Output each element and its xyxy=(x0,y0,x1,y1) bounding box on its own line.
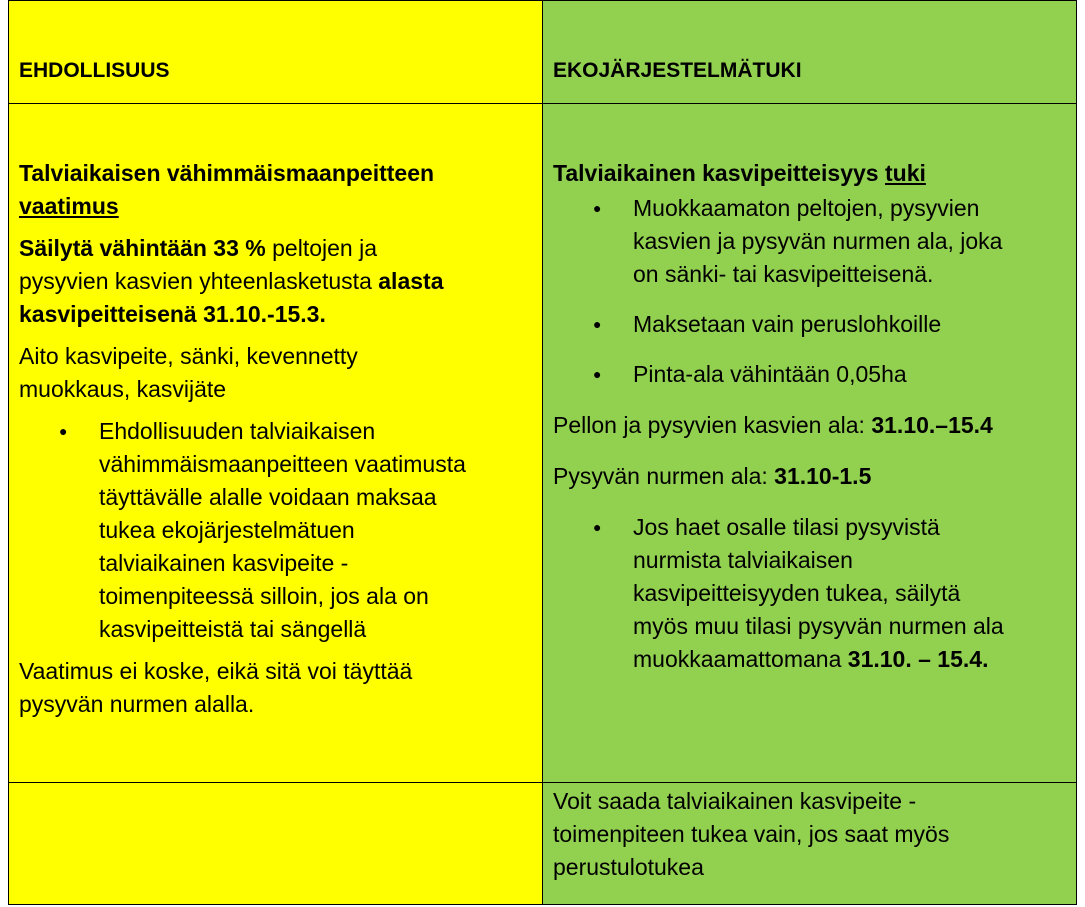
ehdollisuus-footer-cell xyxy=(8,782,543,905)
bullet-dot-icon: ● xyxy=(593,200,602,216)
bullet-dot-icon: ● xyxy=(593,519,602,535)
eko-footer-note xyxy=(553,785,1068,884)
bullet-line: tukea ekojärjestelmätuen xyxy=(99,517,355,543)
ehdollisuus-requirement xyxy=(19,232,534,331)
ehdollisuus-title-line2: vaatimus xyxy=(19,193,119,219)
requirement-text1: peltojen ja xyxy=(265,235,377,261)
eko-title-text: Talviaikainen kasvipeitteisyys xyxy=(553,160,885,186)
cover-types-line2: muokkaus, kasvijäte xyxy=(19,376,227,402)
ekojarjestelmatuki-content-cell xyxy=(542,103,1077,783)
eko-bullet-2 xyxy=(553,308,1068,341)
eko-bullet-1 xyxy=(553,192,1068,291)
pelto-label: Pellon ja pysyvien kasvien ala: xyxy=(553,412,872,438)
bullet-line: täyttävälle alalle voidaan maksaa xyxy=(99,484,437,510)
ehdollisuus-cover-types xyxy=(19,340,534,406)
bullet-line: Maksetaan vain peruslohkoille xyxy=(633,311,942,337)
ehdollisuus-note xyxy=(19,655,534,721)
ehdollisuus-content xyxy=(19,157,534,721)
bullet-line: muokkaamattomana xyxy=(633,646,848,672)
comparison-table xyxy=(8,0,1077,905)
requirement-bold-alasta: alasta xyxy=(378,268,444,294)
bullet-line: Ehdollisuuden talviaikaisen xyxy=(99,418,376,444)
bullet-dot-icon: ● xyxy=(593,366,602,382)
header-cell-ekojarjestelmatuki xyxy=(542,0,1077,104)
bullet-dot-icon: ● xyxy=(59,423,68,439)
cover-types-line1: Aito kasvipeite, sänki, kevennetty xyxy=(19,343,358,369)
pelto-dates: 31.10.–15.4 xyxy=(871,412,993,438)
bullet-line: kasvipeitteisyyden tukea, säilytä xyxy=(633,580,961,606)
header-ekojarjestelmatuki: EKOJÄRJESTELMÄTUKI xyxy=(553,59,802,82)
bullet-line: kasvipeitteistä tai sängellä xyxy=(99,616,367,642)
eko-bullet-4 xyxy=(553,511,1068,676)
bullet-line: on sänki- tai kasvipeitteisenä. xyxy=(633,261,934,287)
bullet-line: vähimmäismaanpeitteen vaatimusta xyxy=(99,451,466,477)
ekojarjestelmatuki-title xyxy=(553,157,1068,190)
footer-line: Voit saada talviaikainen kasvipeite - xyxy=(553,788,917,814)
ehdollisuus-content-cell xyxy=(8,103,543,783)
bullet-line: kasvien ja pysyvän nurmen ala, joka xyxy=(633,228,1003,254)
bullet-line: Jos haet osalle tilasi pysyvistä xyxy=(633,514,940,540)
ehdollisuus-title xyxy=(19,157,534,223)
bullet-line: toimenpiteessä silloin, jos ala on xyxy=(99,583,429,609)
bullet-line: Muokkaamaton peltojen, pysyvien xyxy=(633,195,980,221)
eko-pelto-period xyxy=(553,409,1068,442)
ehdollisuus-title-line1: Talviaikaisen vähimmäismaanpeitteen xyxy=(19,160,435,186)
note-line2: pysyvän nurmen alalla. xyxy=(19,691,255,717)
requirement-percent: Säilytä vähintään 33 % xyxy=(19,235,266,261)
bullet-line: talviaikainen kasvipeite - xyxy=(99,550,349,576)
requirement-text2: pysyvien kasvien yhteenlasketusta xyxy=(19,268,379,294)
footer-line: toimenpiteen tukea vain, jos saat myös xyxy=(553,821,950,847)
ekojarjestelmatuki-footer-cell xyxy=(542,782,1077,905)
header-cell-ehdollisuus xyxy=(8,0,543,104)
bullet-dot-icon: ● xyxy=(593,316,602,332)
nurmi-dates: 31.10-1.5 xyxy=(774,463,872,489)
bullet-line: Pinta-ala vähintään 0,05ha xyxy=(633,361,907,387)
ekojarjestelmatuki-content xyxy=(553,157,1068,676)
eko-title-tuki: tuki xyxy=(884,160,926,186)
bullet-line: nurmista talviaikaisen xyxy=(633,547,853,573)
note-line1: Vaatimus ei koske, eikä sitä voi täyttää xyxy=(19,658,413,684)
header-ehdollisuus: EHDOLLISUUS xyxy=(19,59,170,82)
bullet-dates: 31.10. – 15.4. xyxy=(847,646,989,672)
footer-line: perustulotukea xyxy=(553,854,704,880)
nurmi-label: Pysyvän nurmen ala: xyxy=(553,463,775,489)
eko-nurmi-period xyxy=(553,460,1068,493)
requirement-period: kasvipeitteisenä 31.10.-15.3. xyxy=(19,301,326,327)
bullet-line: myös muu tilasi pysyvän nurmen ala xyxy=(633,613,1004,639)
eko-bullet-3 xyxy=(553,358,1068,391)
ehdollisuus-bullet xyxy=(19,415,534,646)
